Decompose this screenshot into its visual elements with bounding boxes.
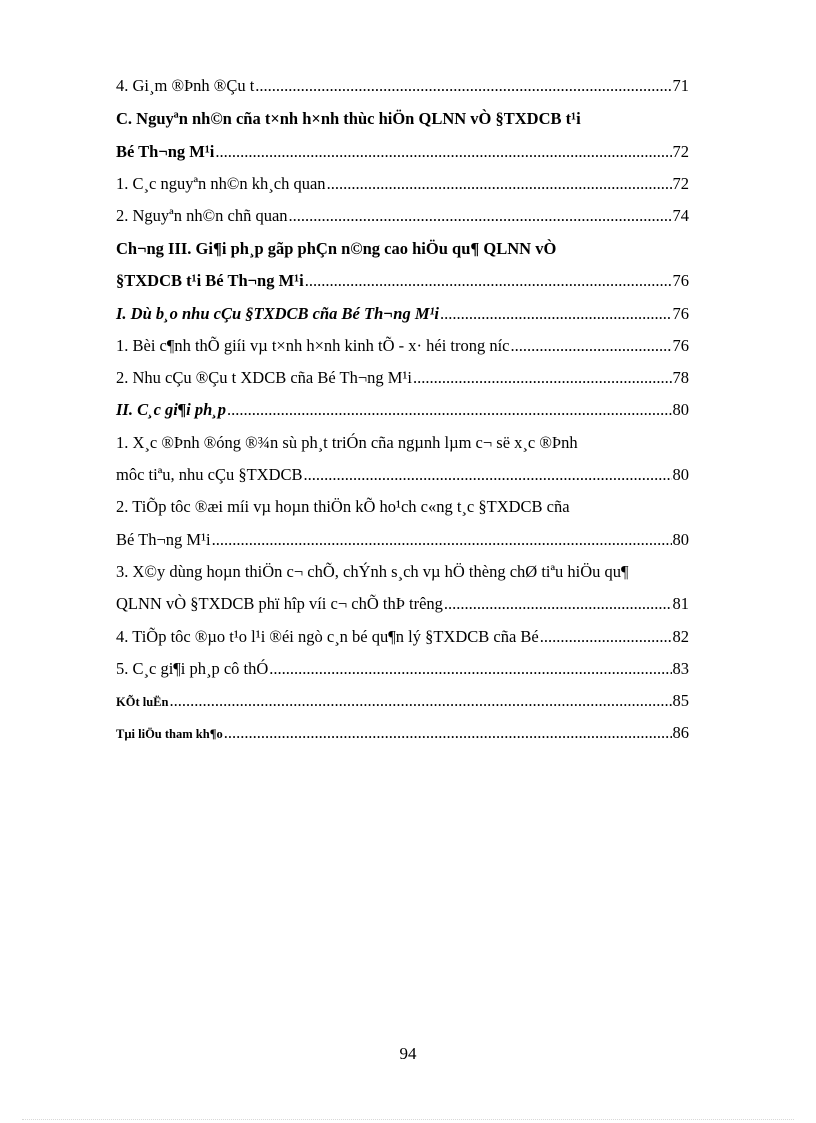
- toc-entry: KÕt luËn ..... 85: [116, 689, 689, 713]
- toc-entry: 3. X©y dùng hoµn thiÖn c¬ chÕ, chÝnh s¸ch vµ hÖ thèng chØ tiªu hiÖu qu¶: [116, 562, 629, 581]
- toc-entry: môc tiªu, nhu cÇu §TXDCB ..... 80: [116, 463, 689, 487]
- toc-entry: 1. C¸c nguyªn nh©n kh¸ch quan ..... 72: [116, 172, 689, 196]
- toc-entry: Bé Th¬ng M¹i ..... 80: [116, 528, 689, 552]
- toc-entry: C. Nguyªn nh©n cña t×nh h×nh thùc hiÖn QLNN vÒ §TXDCB t¹i: [116, 109, 581, 128]
- toc-entry: 2. Nhu cÇu ®Çu t XDCB cña Bé Th¬ng M¹i ..... 78: [116, 366, 689, 390]
- toc-entry: II. C¸c gi¶i ph¸p ..... 80: [116, 398, 689, 422]
- footer-divider: [22, 1119, 794, 1120]
- toc-entry: 5. C¸c gi¶i ph¸p cô thÓ ..... 83: [116, 657, 689, 681]
- toc-entry: 4. Gi¸m ®Þnh ®Çu t ..... 71: [116, 74, 689, 98]
- toc-entry: 1. X¸c ®Þnh ®óng ®¾n sù ph¸t triÓn cña ngµnh lµm c¬ së x¸c ®Þnh: [116, 433, 578, 452]
- toc-entry: QLNN vÒ §TXDCB phï hîp víi c¬ chÕ thÞ trêng ..... 81: [116, 592, 689, 616]
- toc-entry: I. Dù b¸o nhu cÇu §TXDCB cña Bé Th¬ng M¹i ..... 76: [116, 302, 689, 326]
- toc-entry: 2. TiÕp tôc ®æi míi vµ hoµn thiÖn kÕ ho¹ch c«ng t¸c §TXDCB cña: [116, 497, 570, 516]
- toc-entry: 1. Bèi c¶nh thÕ giíi vµ t×nh h×nh kinh tÕ - x· héi trong níc ..... 76: [116, 334, 689, 358]
- toc-entry: 2. Nguyªn nh©n chñ quan ..... 74: [116, 204, 689, 228]
- toc-entry: §TXDCB t¹i Bé Th¬ng M¹i ..... 76: [116, 269, 689, 293]
- toc-entry: Tµi liÖu tham kh¶o ..... 86: [116, 721, 689, 745]
- toc-entry: Ch¬ng III. Gi¶i ph¸p gãp phÇn n©ng cao hiÖu qu¶ QLNN vÒ: [116, 239, 557, 258]
- page-number: 94: [399, 1044, 417, 1063]
- toc-entry: Bé Th¬ng M¹i ..... 72: [116, 140, 689, 164]
- toc-entry: 4. TiÕp tôc ®µo t¹o l¹i ®éi ngò c¸n bé qu¶n lý §TXDCB cña Bé ..... 82: [116, 625, 689, 649]
